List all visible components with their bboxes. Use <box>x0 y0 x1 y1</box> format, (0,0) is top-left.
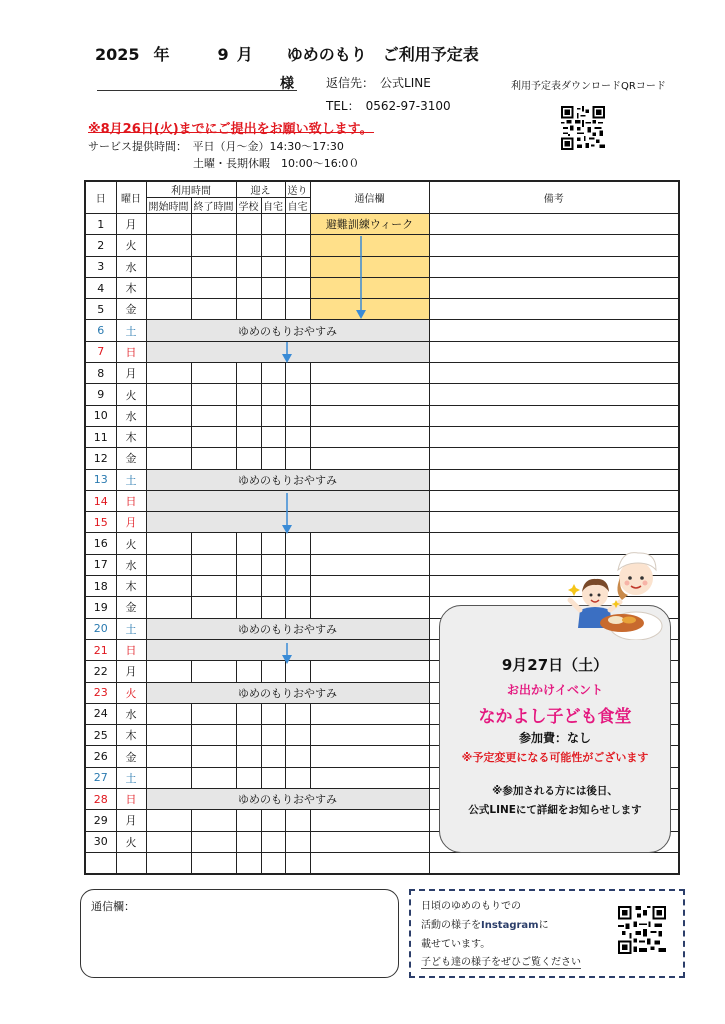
home-dropoff-cell[interactable] <box>285 767 310 788</box>
remarks-cell[interactable] <box>429 426 679 447</box>
remarks-cell[interactable] <box>429 320 679 341</box>
home-dropoff-cell[interactable] <box>285 831 310 852</box>
blank-cell <box>191 852 236 874</box>
deadline-underline <box>88 132 374 133</box>
insta-line-3: 載せています。 <box>421 939 491 950</box>
table-row <box>85 256 679 277</box>
dow-cell: 金 <box>116 448 146 469</box>
school-pickup-cell[interactable] <box>236 746 261 767</box>
home-pickup-cell[interactable] <box>261 277 285 298</box>
end-time-cell[interactable] <box>191 767 236 788</box>
header-end: 終了時間 <box>191 198 236 214</box>
start-time-cell[interactable] <box>146 554 191 575</box>
comm-cell[interactable] <box>310 426 429 447</box>
download-qr-icon[interactable] <box>561 103 605 153</box>
day-cell: 21 <box>85 639 116 660</box>
start-time-cell[interactable] <box>146 703 191 724</box>
remarks-cell[interactable] <box>429 512 679 533</box>
school-pickup-cell[interactable] <box>236 405 261 426</box>
end-time-cell[interactable] <box>191 277 236 298</box>
blank-cell <box>261 852 285 874</box>
blank-cell <box>116 852 146 874</box>
comm-cell[interactable] <box>310 235 429 256</box>
school-pickup-cell[interactable] <box>236 810 261 831</box>
event-type: お出かけイベント <box>506 683 603 697</box>
comm-cell[interactable] <box>310 363 429 384</box>
home-pickup-cell[interactable] <box>261 299 285 320</box>
home-dropoff-cell[interactable] <box>285 533 310 554</box>
day-cell: 11 <box>85 426 116 447</box>
comm-cell[interactable] <box>310 448 429 469</box>
day-cell: 23 <box>85 682 116 703</box>
home-dropoff-cell[interactable] <box>285 448 310 469</box>
comm-cell[interactable] <box>310 299 429 320</box>
closed-label: ゆめのもりおやすみ <box>238 622 337 636</box>
start-time-cell[interactable] <box>146 831 191 852</box>
dow-cell: 月 <box>116 512 146 533</box>
closed-cell <box>146 682 429 703</box>
table-row <box>85 299 679 320</box>
children-cooking-illustration-icon <box>566 548 671 640</box>
closed-label: ゆめのもりおやすみ <box>238 324 337 338</box>
dow-cell: 金 <box>116 299 146 320</box>
school-pickup-cell[interactable] <box>236 831 261 852</box>
home-pickup-cell[interactable] <box>261 256 285 277</box>
insta-line-2c: に <box>538 920 549 931</box>
remarks-cell[interactable] <box>429 448 679 469</box>
school-pickup-cell[interactable] <box>236 661 261 682</box>
dow-cell: 火 <box>116 831 146 852</box>
page-title <box>95 42 479 65</box>
start-time-cell[interactable] <box>146 405 191 426</box>
event-fee: 参加費：なし <box>518 731 591 745</box>
header-comm: 通信欄 <box>310 181 429 214</box>
day-cell: 27 <box>85 767 116 788</box>
start-time-cell[interactable] <box>146 235 191 256</box>
end-time-cell[interactable] <box>191 426 236 447</box>
school-pickup-cell[interactable] <box>236 256 261 277</box>
end-time-cell[interactable] <box>191 533 236 554</box>
day-cell: 15 <box>85 512 116 533</box>
home-pickup-cell[interactable] <box>261 533 285 554</box>
drill-arrow-icon <box>355 236 367 320</box>
dow-cell: 土 <box>116 320 146 341</box>
end-time-cell[interactable] <box>191 235 236 256</box>
home-pickup-cell[interactable] <box>261 767 285 788</box>
table-row <box>85 277 679 298</box>
home-dropoff-cell[interactable] <box>285 214 310 235</box>
school-pickup-cell[interactable] <box>236 725 261 746</box>
remarks-cell[interactable] <box>429 214 679 235</box>
table-row-blank <box>85 852 679 874</box>
comm-cell[interactable] <box>310 277 429 298</box>
dow-cell: 木 <box>116 725 146 746</box>
home-pickup-cell[interactable] <box>261 597 285 618</box>
header-dow: 曜日 <box>116 181 146 214</box>
year: 2025 <box>95 45 140 64</box>
day-cell: 26 <box>85 746 116 767</box>
header-home-pickup: 自宅 <box>261 198 285 214</box>
dow-cell: 土 <box>116 469 146 490</box>
comm-cell[interactable] <box>310 746 429 767</box>
sama-label: 様 <box>280 76 294 92</box>
dow-cell: 土 <box>116 767 146 788</box>
end-time-cell[interactable] <box>191 363 236 384</box>
dow-cell: 日 <box>116 490 146 511</box>
home-dropoff-cell[interactable] <box>285 235 310 256</box>
home-dropoff-cell[interactable] <box>285 554 310 575</box>
comm-cell[interactable] <box>310 384 429 405</box>
school-pickup-cell[interactable] <box>236 767 261 788</box>
start-time-cell[interactable] <box>146 256 191 277</box>
day-cell: 6 <box>85 320 116 341</box>
school-pickup-cell[interactable] <box>236 363 261 384</box>
dow-cell: 水 <box>116 256 146 277</box>
remarks-cell[interactable] <box>429 277 679 298</box>
home-pickup-cell[interactable] <box>261 554 285 575</box>
home-pickup-cell[interactable] <box>261 725 285 746</box>
event-card <box>439 605 671 853</box>
day-cell: 9 <box>85 384 116 405</box>
day-cell: 3 <box>85 256 116 277</box>
remarks-cell[interactable] <box>429 363 679 384</box>
remarks-cell[interactable] <box>429 341 679 362</box>
month: 9 <box>217 45 229 64</box>
comm-box[interactable] <box>80 889 399 978</box>
blank-cell <box>285 852 310 874</box>
dow-cell: 月 <box>116 214 146 235</box>
home-dropoff-cell[interactable] <box>285 576 310 597</box>
start-time-cell[interactable] <box>146 426 191 447</box>
day-cell: 5 <box>85 299 116 320</box>
month-unit: 月 <box>236 45 253 64</box>
insta-line-4: 子ども達の様子をぜひご覧ください <box>421 953 581 969</box>
dow-cell: 木 <box>116 576 146 597</box>
end-time-cell[interactable] <box>191 831 236 852</box>
reply-label: 返信先： <box>326 76 369 90</box>
comm-cell[interactable] <box>310 810 429 831</box>
table-row <box>85 448 679 469</box>
home-pickup-cell[interactable] <box>261 214 285 235</box>
start-time-cell[interactable] <box>146 597 191 618</box>
service-weekday: 平日（月～金）14:30～17:30 <box>192 140 344 153</box>
day-cell: 18 <box>85 576 116 597</box>
home-pickup-cell[interactable] <box>261 831 285 852</box>
year-unit: 年 <box>153 45 170 64</box>
insta-line-1: 日頃のゆめのもりでの <box>421 901 521 912</box>
day-cell: 2 <box>85 235 116 256</box>
remarks-cell[interactable] <box>429 469 679 490</box>
home-dropoff-cell[interactable] <box>285 277 310 298</box>
home-dropoff-cell[interactable] <box>285 597 310 618</box>
start-time-cell[interactable] <box>146 214 191 235</box>
start-time-cell[interactable] <box>146 661 191 682</box>
day-cell: 4 <box>85 277 116 298</box>
school-pickup-cell[interactable] <box>236 703 261 724</box>
event-warning: ※予定変更になる可能性がございます <box>461 751 649 764</box>
header-day: 日 <box>85 181 116 214</box>
home-pickup-cell[interactable] <box>261 363 285 384</box>
day-cell: 12 <box>85 448 116 469</box>
comm-cell[interactable] <box>310 533 429 554</box>
day-cell: 20 <box>85 618 116 639</box>
school-pickup-cell[interactable] <box>236 384 261 405</box>
comm-cell[interactable] <box>310 767 429 788</box>
title-text: ゆめのもり ご利用予定表 <box>286 45 479 64</box>
closed-cell <box>146 469 429 490</box>
event-name: なかよし子ども食堂 <box>478 707 632 727</box>
insta-line-2 <box>421 916 549 931</box>
dow-cell: 金 <box>116 597 146 618</box>
home-dropoff-cell[interactable] <box>285 810 310 831</box>
dow-cell: 月 <box>116 661 146 682</box>
table-row <box>85 469 679 490</box>
day-cell: 25 <box>85 725 116 746</box>
header-home-dropoff: 自宅 <box>285 198 310 214</box>
header-remarks: 備考 <box>429 181 679 214</box>
comm-cell[interactable] <box>310 576 429 597</box>
school-pickup-cell[interactable] <box>236 554 261 575</box>
dow-cell: 火 <box>116 682 146 703</box>
header-pickup: 迎え <box>236 181 285 198</box>
end-time-cell[interactable] <box>191 448 236 469</box>
school-pickup-cell[interactable] <box>236 299 261 320</box>
day-cell: 17 <box>85 554 116 575</box>
insta-line-2a: 活動の様子を <box>421 920 481 931</box>
home-dropoff-cell[interactable] <box>285 363 310 384</box>
comm-cell[interactable] <box>310 703 429 724</box>
instagram-link[interactable]: Instagram <box>481 920 539 931</box>
home-dropoff-cell[interactable] <box>285 405 310 426</box>
end-time-cell[interactable] <box>191 661 236 682</box>
comm-cell[interactable] <box>310 554 429 575</box>
comm-label: 通信欄： <box>91 900 135 913</box>
closed-arrow-icon <box>281 643 293 665</box>
closed-label: ゆめのもりおやすみ <box>238 473 337 487</box>
closed-label: ゆめのもりおやすみ <box>238 686 337 700</box>
blank-cell <box>429 852 679 874</box>
start-time-cell[interactable] <box>146 533 191 554</box>
home-dropoff-cell[interactable] <box>285 384 310 405</box>
service-hours-weekend: 土曜・長期休暇 10:00～16:0０ <box>193 157 360 170</box>
school-pickup-cell[interactable] <box>236 277 261 298</box>
header-start: 開始時間 <box>146 198 191 214</box>
day-cell: 13 <box>85 469 116 490</box>
table-row <box>85 490 679 511</box>
table-row <box>85 426 679 447</box>
home-pickup-cell[interactable] <box>261 426 285 447</box>
end-time-cell[interactable] <box>191 299 236 320</box>
home-dropoff-cell[interactable] <box>285 725 310 746</box>
dow-cell: 水 <box>116 554 146 575</box>
comm-cell[interactable] <box>310 725 429 746</box>
comm-cell[interactable] <box>310 661 429 682</box>
comm-cell[interactable] <box>310 405 429 426</box>
comm-cell[interactable] <box>310 597 429 618</box>
header-usage: 利用時間 <box>146 181 236 198</box>
end-time-cell[interactable] <box>191 746 236 767</box>
tel-value: 0562-97-3100 <box>365 99 451 113</box>
start-time-cell[interactable] <box>146 767 191 788</box>
day-cell: 8 <box>85 363 116 384</box>
remarks-cell[interactable] <box>429 299 679 320</box>
school-pickup-cell[interactable] <box>236 235 261 256</box>
dow-cell: 水 <box>116 405 146 426</box>
dow-cell: 火 <box>116 384 146 405</box>
dow-cell: 土 <box>116 618 146 639</box>
dow-cell: 火 <box>116 533 146 554</box>
closed-cell <box>146 789 429 810</box>
home-pickup-cell[interactable] <box>261 576 285 597</box>
day-cell: 10 <box>85 405 116 426</box>
end-time-cell[interactable] <box>191 725 236 746</box>
start-time-cell[interactable] <box>146 576 191 597</box>
school-pickup-cell[interactable] <box>236 426 261 447</box>
home-pickup-cell[interactable] <box>261 235 285 256</box>
name-line <box>97 90 297 91</box>
comm-cell[interactable] <box>310 831 429 852</box>
day-cell: 19 <box>85 597 116 618</box>
dow-cell: 火 <box>116 235 146 256</box>
start-time-cell[interactable] <box>146 299 191 320</box>
start-time-cell[interactable] <box>146 725 191 746</box>
day-cell: 28 <box>85 789 116 810</box>
dow-cell: 月 <box>116 363 146 384</box>
closed-arrow-icon <box>281 493 293 535</box>
dow-cell: 日 <box>116 639 146 660</box>
start-time-cell[interactable] <box>146 277 191 298</box>
home-dropoff-cell[interactable] <box>285 426 310 447</box>
school-pickup-cell[interactable] <box>236 533 261 554</box>
remarks-cell[interactable] <box>429 235 679 256</box>
school-pickup-cell[interactable] <box>236 597 261 618</box>
day-cell: 14 <box>85 490 116 511</box>
reply-info <box>326 74 431 91</box>
closed-cell <box>146 320 429 341</box>
drill-label: 避難訓練ウィーク <box>325 218 414 232</box>
end-time-cell[interactable] <box>191 597 236 618</box>
table-row <box>85 363 679 384</box>
home-pickup-cell[interactable] <box>261 703 285 724</box>
school-pickup-cell[interactable] <box>236 576 261 597</box>
day-cell: 22 <box>85 661 116 682</box>
instagram-qr-icon[interactable] <box>618 906 666 954</box>
end-time-cell[interactable] <box>191 810 236 831</box>
day-cell: 30 <box>85 831 116 852</box>
school-pickup-cell[interactable] <box>236 214 261 235</box>
closed-cell <box>146 618 429 639</box>
service-label: サービス提供時間： <box>88 140 182 153</box>
home-pickup-cell[interactable] <box>261 384 285 405</box>
blank-cell <box>85 852 116 874</box>
table-row <box>85 384 679 405</box>
school-pickup-cell[interactable] <box>236 448 261 469</box>
closed-arrow-icon <box>281 342 293 364</box>
day-cell: 24 <box>85 703 116 724</box>
home-dropoff-cell[interactable] <box>285 256 310 277</box>
event-note-1: ※参加される方には後日、 <box>492 785 618 797</box>
table-row <box>85 405 679 426</box>
start-time-cell[interactable] <box>146 746 191 767</box>
day-cell: 16 <box>85 533 116 554</box>
home-pickup-cell[interactable] <box>261 810 285 831</box>
end-time-cell[interactable] <box>191 576 236 597</box>
remarks-cell[interactable] <box>429 256 679 277</box>
remarks-cell[interactable] <box>429 384 679 405</box>
end-time-cell[interactable] <box>191 214 236 235</box>
dow-cell: 金 <box>116 746 146 767</box>
comm-cell[interactable] <box>310 256 429 277</box>
dow-cell: 月 <box>116 810 146 831</box>
reply-value: 公式LINE <box>380 76 431 90</box>
remarks-cell[interactable] <box>429 490 679 511</box>
end-time-cell[interactable] <box>191 554 236 575</box>
day-cell: 1 <box>85 214 116 235</box>
table-row <box>85 214 679 235</box>
start-time-cell[interactable] <box>146 448 191 469</box>
dow-cell: 日 <box>116 341 146 362</box>
table-row <box>85 320 679 341</box>
comm-cell[interactable] <box>310 214 429 235</box>
tel-label: TEL： <box>326 99 354 113</box>
start-time-cell[interactable] <box>146 384 191 405</box>
dow-cell: 水 <box>116 703 146 724</box>
end-time-cell[interactable] <box>191 256 236 277</box>
service-hours-weekday <box>88 138 344 154</box>
day-cell: 29 <box>85 810 116 831</box>
home-pickup-cell[interactable] <box>261 405 285 426</box>
start-time-cell[interactable] <box>146 810 191 831</box>
end-time-cell[interactable] <box>191 405 236 426</box>
end-time-cell[interactable] <box>191 384 236 405</box>
day-cell: 7 <box>85 341 116 362</box>
deadline-notice: ※8月26日(火)までにご提出をお願い致します。 <box>88 122 373 137</box>
dow-cell: 木 <box>116 277 146 298</box>
remarks-cell[interactable] <box>429 405 679 426</box>
tel-info <box>326 97 451 114</box>
dow-cell: 木 <box>116 426 146 447</box>
event-date: 9月27日（土） <box>501 656 609 674</box>
blank-cell <box>236 852 261 874</box>
blank-cell <box>310 852 429 874</box>
event-note-2: 公式LINEにて詳細をお知らせします <box>468 804 642 816</box>
qr-label: 利用予定表ダウンロードQRコード <box>511 81 666 92</box>
header-dropoff: 送り <box>285 181 310 198</box>
end-time-cell[interactable] <box>191 703 236 724</box>
table-row <box>85 235 679 256</box>
table-row <box>85 512 679 533</box>
dow-cell: 日 <box>116 789 146 810</box>
closed-label: ゆめのもりおやすみ <box>238 793 337 807</box>
home-dropoff-cell[interactable] <box>285 299 310 320</box>
home-dropoff-cell[interactable] <box>285 746 310 767</box>
home-pickup-cell[interactable] <box>261 746 285 767</box>
start-time-cell[interactable] <box>146 363 191 384</box>
blank-cell <box>146 852 191 874</box>
header-school: 学校 <box>236 198 261 214</box>
home-pickup-cell[interactable] <box>261 448 285 469</box>
table-row <box>85 341 679 362</box>
home-dropoff-cell[interactable] <box>285 703 310 724</box>
